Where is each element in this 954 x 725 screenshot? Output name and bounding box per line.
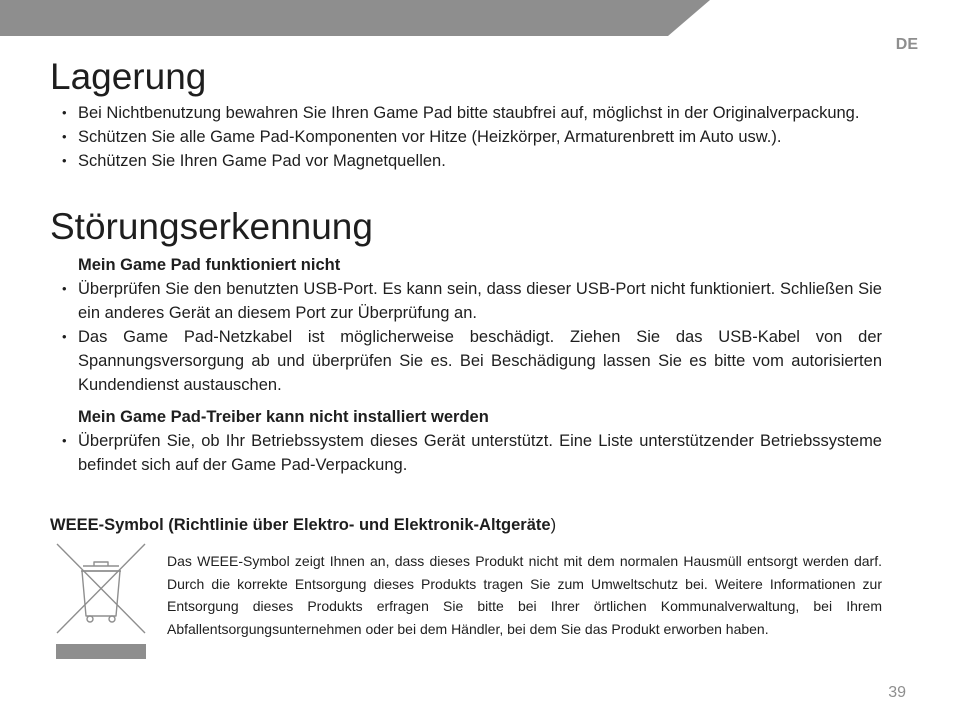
weee-heading [50, 513, 556, 537]
list-item: • Schützen Sie alle Game Pad-Komponenten vor Hitze (Heizkörper, Armaturenbrett im Auto usw.). [56, 125, 882, 149]
list-item: • Schützen Sie Ihren Game Pad vor Magnetquellen. [56, 149, 882, 173]
storage-title: Lagerung [50, 56, 207, 97]
list-item: • Das Game Pad-Netzkabel ist möglicherweise beschädigt. Ziehen Sie das USB-Kabel von der Spannungsversorgung ab und überprüfen Sie es. Bei Beschädigung lassen Sie es bitte vom autorisierten Kundendienst austauschen. [56, 325, 882, 397]
header-band [0, 0, 710, 36]
problem-list [56, 277, 882, 397]
weee-heading-bold: WEEE-Symbol (Richtlinie über Elektro- und Elektronik-Altgeräte [50, 516, 551, 534]
language-code: DE [895, 36, 918, 53]
problem-heading: Mein Game Pad-Treiber kann nicht installiert werden [78, 408, 489, 426]
troubleshooting-title: Störungserkennung [50, 206, 373, 247]
problem-heading: Mein Game Pad funktioniert nicht [78, 256, 341, 274]
weee-heading-tail: ) [550, 516, 557, 534]
page-number: 39 [888, 684, 906, 701]
list-item: • Bei Nichtbenutzung bewahren Sie Ihren Game Pad bitte staubfrei auf, möglichst in der Originalverpackung. [56, 101, 882, 125]
list-item: • Überprüfen Sie den benutzten USB-Port. Es kann sein, dass dieser USB-Port nicht funktioniert. Schließen Sie ein anderes Gerät an diesem Port zur Überprüfung an. [56, 277, 882, 325]
crossed-out-wheelie-bin-icon [56, 543, 146, 661]
weee-bar [56, 644, 146, 659]
storage-list [56, 101, 882, 173]
weee-description: Das WEEE-Symbol zeigt Ihnen an, dass dieses Produkt nicht mit dem normalen Hausmüll entsorgt werden darf. Durch die korrekte Entsorgung dieses Produkts tragen Sie zum Umweltschutz bei. Weitere Informationen zur Entsorgung dieses Produkts erfragen Sie bitte bei Ihrer örtlichen Kommunalverwaltung, bei Ihrem Abfallentsorgungsunternehmen oder bei dem Händler, bei dem Sie das Produkt erworben haben. [167, 553, 882, 637]
problem-list [56, 429, 882, 477]
list-item: • Überprüfen Sie, ob Ihr Betriebssystem dieses Gerät unterstützt. Eine Liste unterstützender Betriebssysteme befindet sich auf der Game Pad-Verpackung. [56, 429, 882, 477]
